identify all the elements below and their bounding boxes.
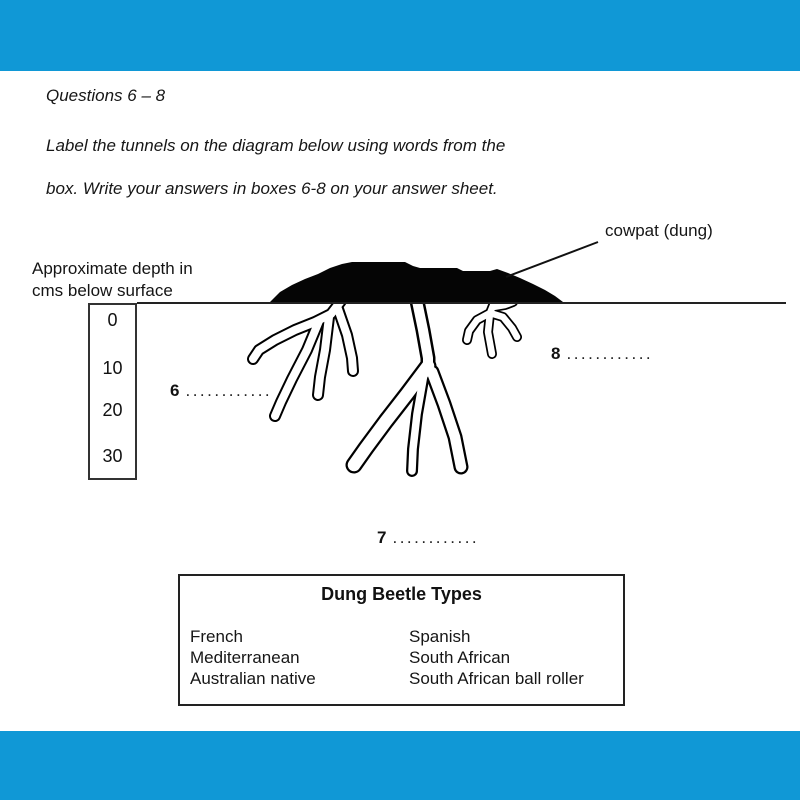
answer-label-8 (551, 344, 653, 364)
word-box-title: Dung Beetle Types (321, 584, 482, 604)
top-banner (0, 0, 800, 71)
word-box-column-2 (409, 626, 584, 689)
depth-scale-value: 0 (107, 310, 118, 330)
word-box-column-1 (190, 626, 316, 689)
answer-label-6 (170, 381, 272, 401)
answer-number-6: 6 (170, 381, 180, 400)
answer-blank-8[interactable]: ............ (566, 344, 654, 363)
word-option: Australian native (190, 669, 316, 688)
cowpat-mound (270, 262, 563, 302)
word-option: French (190, 627, 243, 646)
answer-blank-6[interactable]: ............ (185, 381, 273, 400)
depth-caption-line-1: Approximate depth in (32, 259, 193, 278)
cowpat-pointer-line (506, 242, 598, 277)
tunnel-outlines (253, 301, 517, 471)
answer-number-8: 8 (551, 344, 561, 363)
answer-blank-7[interactable]: ............ (392, 528, 480, 547)
word-box (178, 574, 625, 706)
tunnel-interiors (253, 301, 517, 471)
cowpat-label: cowpat (dung) (605, 221, 713, 240)
word-option: South African ball roller (409, 669, 584, 688)
tunnel-7-drawing (354, 301, 461, 471)
depth-caption-line-2: cms below surface (32, 281, 173, 300)
depth-scale-value: 10 (102, 358, 123, 378)
instruction-line-1: Label the tunnels on the diagram below using words from the (46, 136, 506, 155)
word-option: South African (409, 648, 511, 667)
tunnel-8-drawing (467, 302, 517, 354)
depth-scale-box (88, 303, 137, 480)
instruction-line-2: box. Write your answers in boxes 6-8 on your answer sheet. (46, 179, 498, 198)
word-option: Mediterranean (190, 648, 300, 667)
depth-scale-value: 20 (102, 400, 123, 420)
answer-number-7: 7 (377, 528, 387, 547)
depth-caption (32, 258, 193, 302)
bottom-banner (0, 731, 800, 800)
depth-scale-value: 30 (102, 446, 123, 466)
questions-heading: Questions 6 – 8 (46, 86, 166, 105)
answer-label-7 (377, 528, 479, 548)
word-option: Spanish (409, 627, 471, 646)
